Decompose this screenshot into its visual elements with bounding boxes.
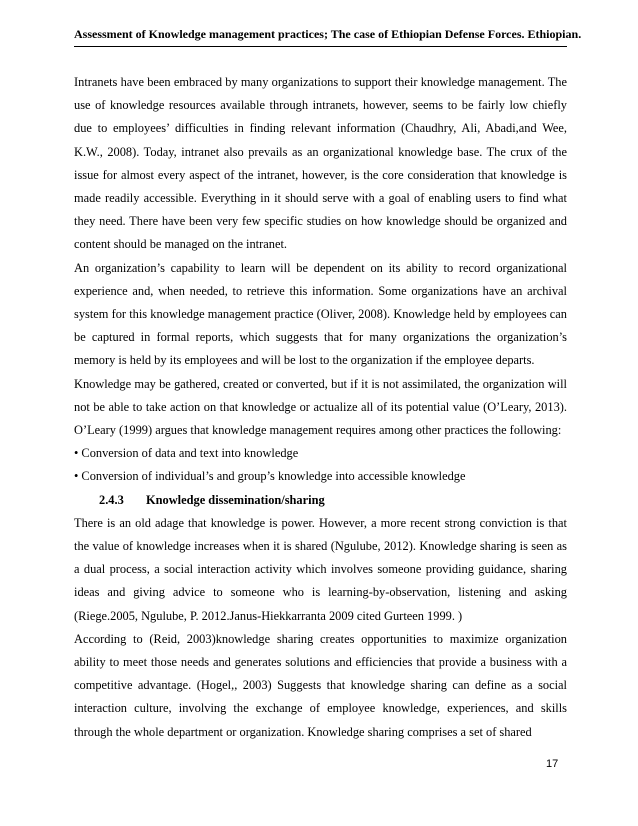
paragraph-knowledge-sharing: According to (Reid, 2003)knowledge sharing creates opportunities to maximize organization ability to meet those needs and generates solutions and efficiencies that provide a business with a competitive advantage. (Hogel,, 2003) Suggests that knowledge sharing can define as a social interaction culture, involving the exchange of employee knowledge, experiences, and skills through the whole department or organization. Knowledge sharing comprises a set of shared xyxy=(74,631,567,739)
header-divider xyxy=(74,46,567,47)
paragraph-intranets: Intranets have been embraced by many organizations to support their knowledge management. The use of knowledge resources available through intranets, however, seems to be fairly low chiefly due to employees’ difficulties in finding relevant information (Chaudhry, Ali, Abadi,and Wee, K.W., 2008). Today, intranet also prevails as an organizational knowledge base. The crux of the issue for almost every aspect of the intranet, however, is the core consideration that knowledge is made readily accessible. Everything in it should serve with a goal of enabling users to find what they need. There have been very few specific studies on how knowledge should be organized and content should be managed on the intranet. xyxy=(74,75,567,252)
body-text xyxy=(74,71,567,744)
running-header: Assessment of Knowledge management practices; The case of Ethiopian Defense Forces. Ethiopian. xyxy=(74,27,582,41)
section-title: Knowledge dissemination/sharing xyxy=(146,492,325,507)
bullet-item: • Conversion of individual’s and group’s knowledge into accessible knowledge xyxy=(74,469,466,484)
paragraph-knowledge-conversion: Knowledge may be gathered, created or converted, but if it is not assimilated, the organization will not be able to take action on that knowledge or actualize all of its potential value (O’Leary, 2013). O’Leary (1999) argues that knowledge management requires among other practices the following: xyxy=(74,376,567,438)
paragraph-organizational-learning: An organization’s capability to learn will be dependent on its ability to record organizational experience and, when needed, to retrieve this information. Some organizations have an archival system for this knowledge management practice (Oliver, 2008). Knowledge held by employees can be captured in formal reports, which suggests that for many organizations the organization’s memory is held by its employees and will be lost to the organization if the employee departs. xyxy=(74,260,567,368)
paragraph-knowledge-power: There is an old adage that knowledge is power. However, a more recent strong conviction is that the value of knowledge increases when it is shared (Ngulube, 2012). Knowledge sharing is seen as a dual process, a social interaction activity which involves someone providing guidance, sharing ideas and giving advice to someone who is learning-by-observation, listening and asking (Riege.2005, Ngulube, P. 2012.Janus-Hiekkarranta 2009 cited Gurteen 1999. ) xyxy=(74,515,567,623)
section-number: 2.4.3 xyxy=(99,492,124,507)
section-heading xyxy=(74,489,567,512)
bullet-item: • Conversion of data and text into knowledge xyxy=(74,446,299,461)
page-number: 17 xyxy=(546,758,559,770)
